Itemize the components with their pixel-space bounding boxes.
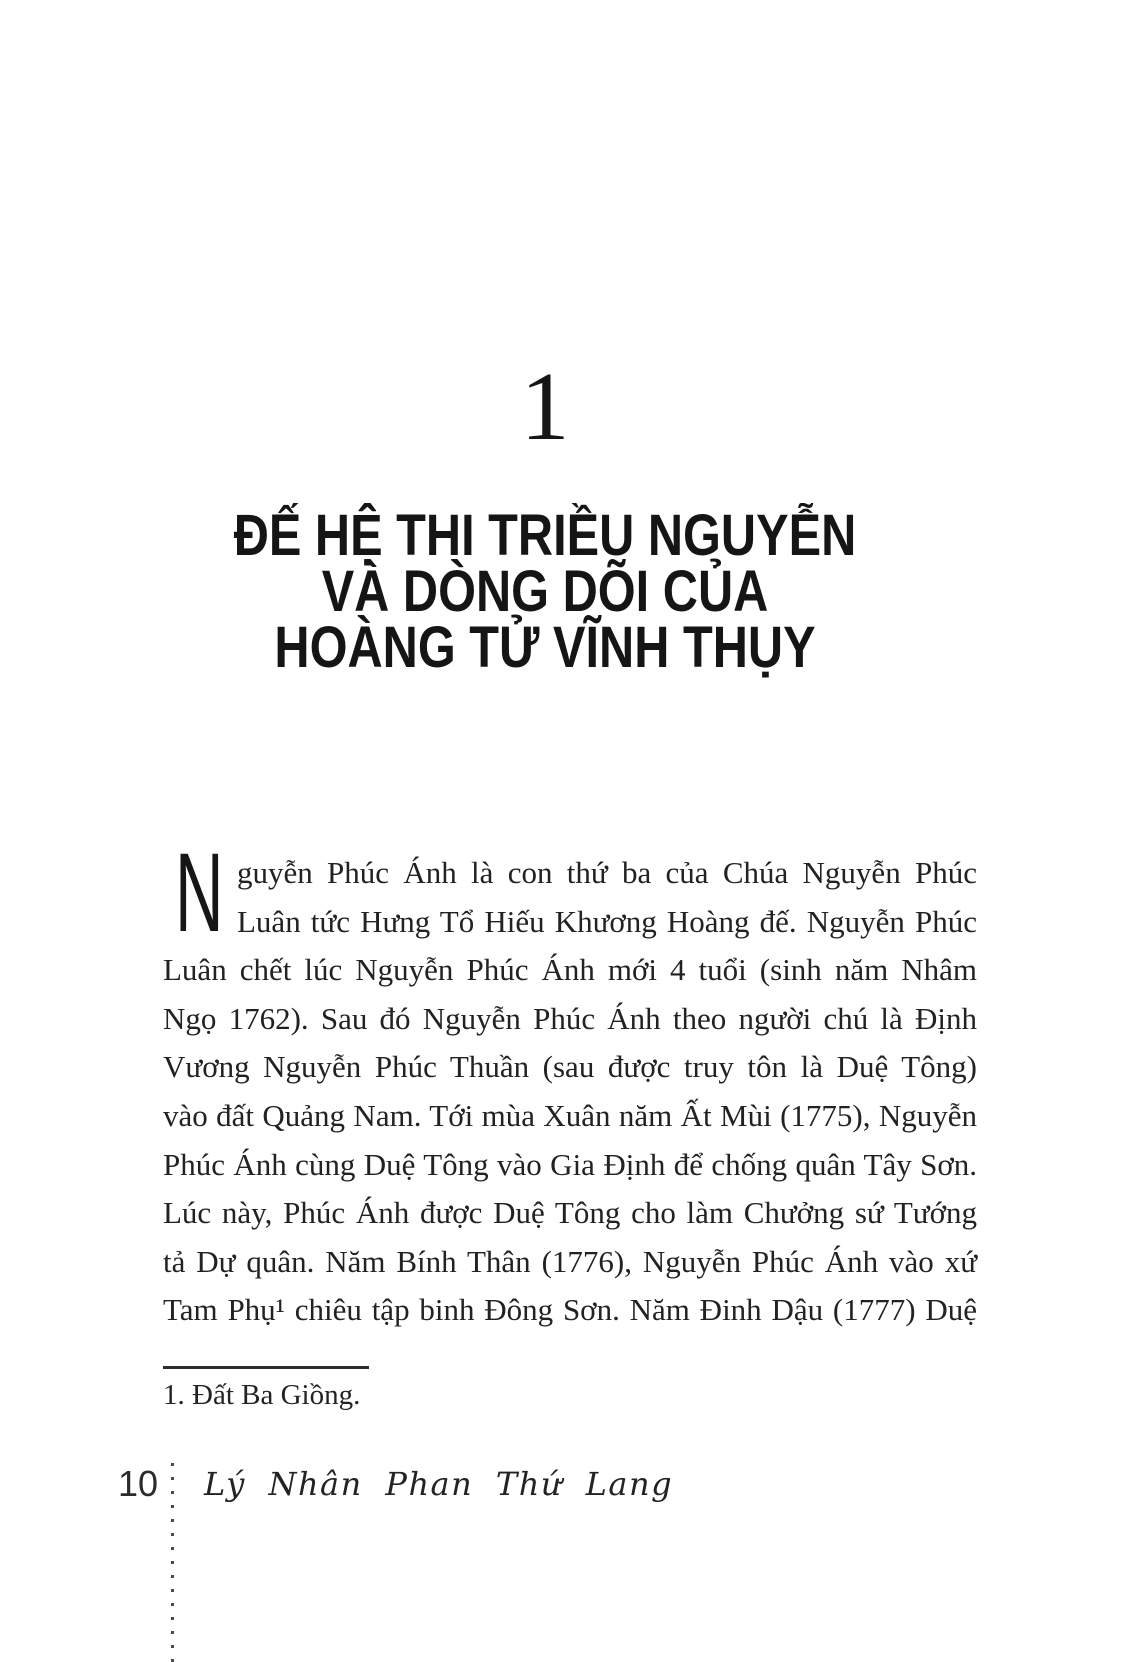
body-line: Tam Phụ¹ chiêu tập binh Đông Sơn. Năm Đinh Dậu (1777) Duệ: [163, 1292, 977, 1328]
body-line: Vương Nguyễn Phúc Thuần (sau được truy tôn là Duệ Tông): [163, 1049, 977, 1085]
chapter-title: [205, 503, 885, 680]
body-line: vào đất Quảng Nam. Tới mùa Xuân năm Ất Mùi (1775), Nguyễn: [163, 1097, 977, 1133]
drop-cap: N: [175, 830, 224, 955]
footnote: 1. Đất Ba Giồng.: [163, 1379, 361, 1411]
body-paragraph: [163, 830, 977, 1335]
running-title-author: Lý Nhân Phan Thứ Lang: [204, 1465, 674, 1503]
body-line: tả Dự quân. Năm Bính Thân (1776), Nguyễn Phúc Ánh vào xứ: [163, 1243, 977, 1279]
body-line: guyễn Phúc Ánh là con thứ ba của Chúa Nguyễn Phúc: [237, 855, 977, 890]
page-number: 10: [118, 1463, 159, 1504]
footnote-divider: [163, 1366, 369, 1369]
body-line: Lúc này, Phúc Ánh được Duệ Tông cho làm Chưởng sứ Tướng: [163, 1195, 977, 1231]
chapter-title-line: HOÀNG TỬ VĨNH THỤY: [274, 615, 816, 680]
body-line: Phúc Ánh cùng Duệ Tông vào Gia Định để chống quân Tây Sơn.: [163, 1146, 977, 1182]
body-line: Ngọ 1762). Sau đó Nguyễn Phúc Ánh theo người chú là Định: [163, 1000, 977, 1036]
body-line: Luân tức Hưng Tổ Hiếu Khương Hoàng đế. Nguyễn Phúc: [237, 903, 977, 939]
chapter-number: 1: [520, 353, 570, 461]
chapter-title-line: ĐẾ HỆ THI TRIỀU NGUYỄN: [233, 503, 857, 568]
chapter-title-line: VÀ DÒNG DÕI CỦA: [321, 559, 769, 624]
footer-dotted-divider: [171, 1463, 174, 1662]
body-line: Luân chết lúc Nguyễn Phúc Ánh mới 4 tuổi (sinh năm Nhâm: [163, 952, 977, 988]
